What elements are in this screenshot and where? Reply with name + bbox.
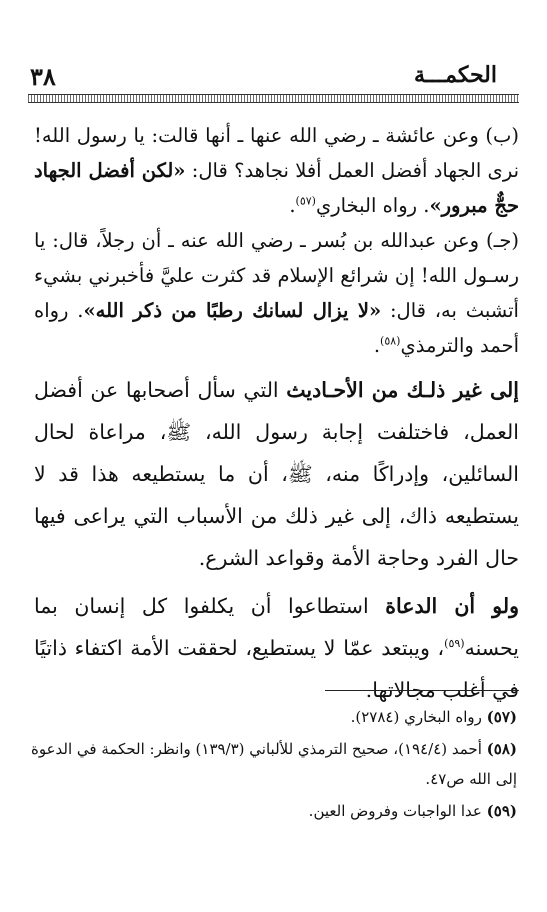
paragraph-callers [34, 585, 519, 711]
page-number: ٣٨ [30, 62, 56, 91]
paragraph-text: . رواه البخاري [315, 194, 430, 217]
hadith-quote: «لكن أفضل الجهاد حجٌّ مبرور» [34, 159, 519, 217]
footnotes [28, 702, 517, 828]
header-divider [28, 94, 519, 103]
paragraph-end: . [373, 334, 381, 357]
footnote-text: أحمد (١٩٤/٤)، صحيح الترمذي للألباني (١٣٩/٣) وانظر: الحكمة في الدعوة إلى الله ص٤٧. [30, 740, 517, 788]
footnote-number: (٥٧) [486, 708, 517, 726]
main-text [34, 118, 519, 711]
footnote-divider [325, 690, 519, 691]
footnote-number: (٥٩) [486, 802, 517, 820]
paragraph-other-hadiths [34, 369, 519, 579]
paragraph-label: (ب) [485, 124, 519, 147]
paragraph-text: وعن عائشة ـ رضي الله عنها ـ أنها قالت: يا رسول الله! نرى الجهاد أفضل العمل أفلا نجاهد؟ قال: [34, 124, 520, 182]
page-header [0, 58, 547, 98]
paragraph-text: وعن عبدالله بن بُسر ـ رضي الله عنه ـ أن رجلاً، قال: يا رسـول الله! إن شرائع الإسلام قد كثرت عليَّ فأخبرني بشيء أتشبث به، قال: [34, 229, 519, 322]
paragraph-lead: إلى غير ذلـك من الأحـاديث [286, 378, 519, 402]
paragraph-b [34, 118, 519, 223]
footnote [28, 796, 517, 826]
footnote-ref: (٥٨) [380, 334, 401, 348]
footnote-text: عدا الواجبات وفروض العين. [308, 802, 482, 820]
footnote [28, 734, 517, 794]
footnote-ref: (٥٩) [444, 637, 465, 651]
footnote-number: (٥٨) [486, 740, 517, 758]
paragraph-c [34, 223, 519, 363]
footnote [28, 702, 517, 732]
paragraph-end: . [289, 194, 296, 217]
running-title: الحكمـــة [413, 62, 497, 88]
paragraph-label: (جـ) [486, 229, 520, 252]
paragraph-lead: ولو أن الدعاة [385, 594, 519, 618]
paragraph-text: استطاعوا أن يكلفوا كل إنسان بما يحسنه [34, 594, 519, 660]
paragraph-text: ، ويبتعد عمّا لا يستطيع، لحققت الأمة اكتفاء ذاتيًا في أغلب مجالاتها. [34, 636, 519, 702]
paragraph-text: التي سأل أصحابها عن أفضل العمل، فاختلفت إجابة رسول الله، ﷺ، مراعاة لحال السائلين، وإدراكًا منه، ﷺ، أن ما يستطيعه هذا قد لا يستطيعه ذاك، إلى غير ذلك من الأسباب التي يراعى فيها حال الفرد وحاجة الأمة وقواعد الشرع. [34, 378, 519, 570]
paragraph-text: . رواه أحمد والترمذي [34, 299, 519, 357]
footnote-text: رواه البخاري (٢٧٨٤). [350, 708, 482, 726]
footnote-ref: (٥٧) [295, 194, 316, 208]
hadith-quote: «لا يزال لسانك رطبًا من ذكر الله» [83, 299, 382, 322]
